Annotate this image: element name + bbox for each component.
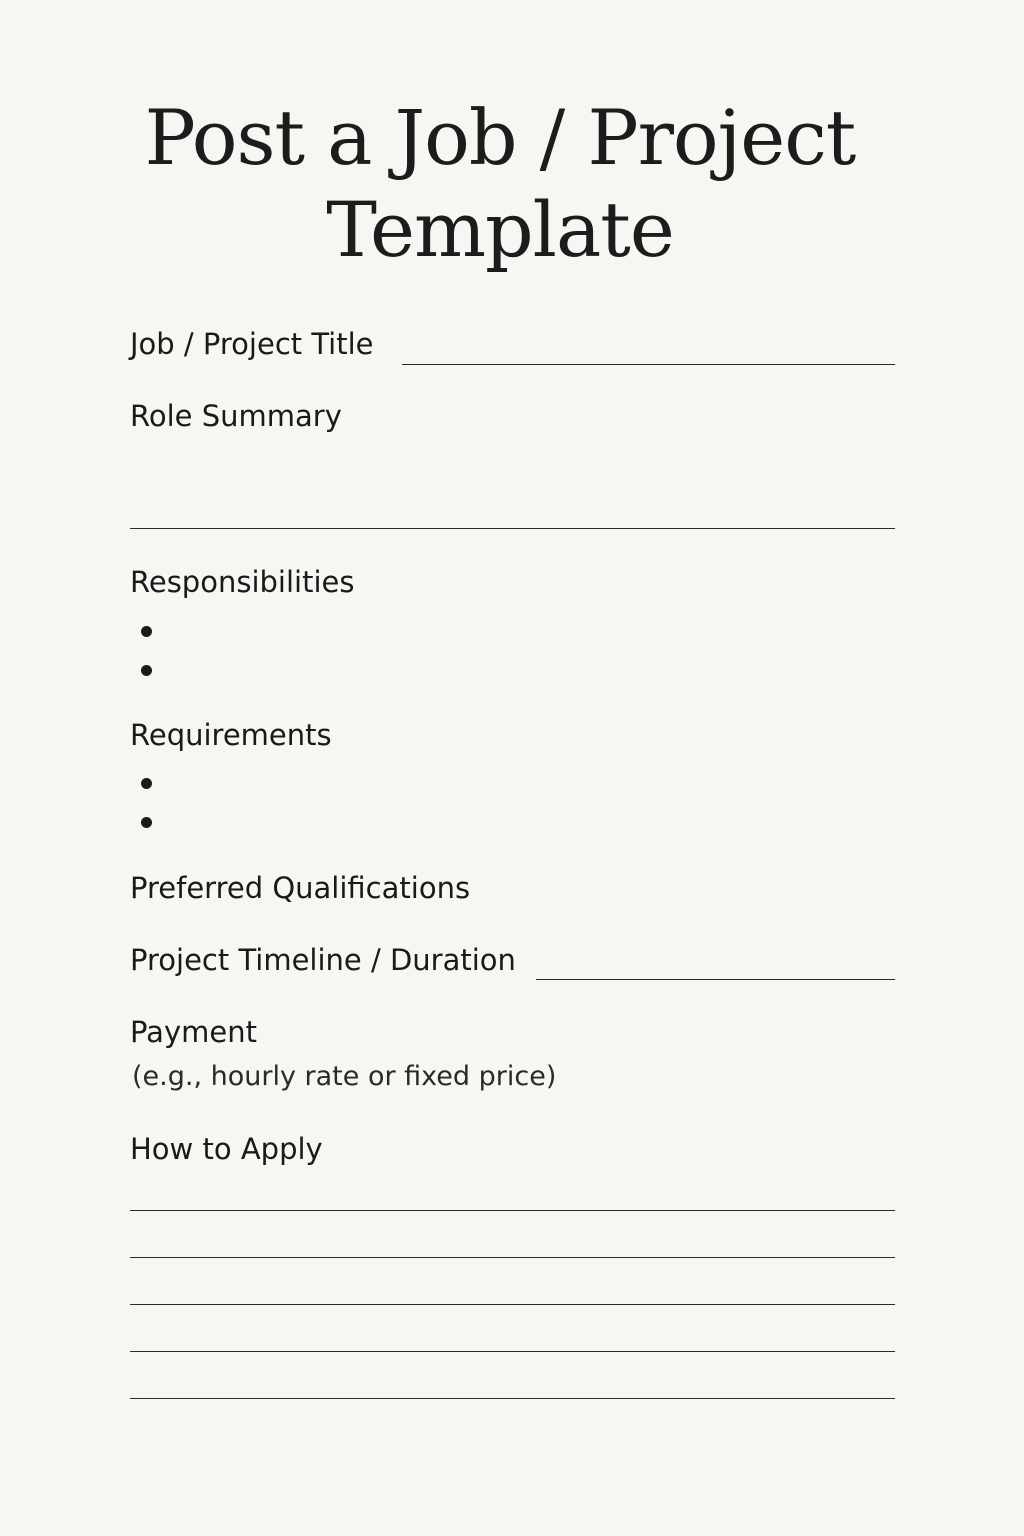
how-to-apply-field-line[interactable] — [130, 1351, 895, 1352]
payment-hint: (e.g., hourly rate or fixed price) — [132, 1061, 557, 1092]
requirements-bullet — [141, 817, 152, 828]
payment-label: Payment — [130, 1015, 257, 1049]
page-title-line-1: Post a Job / Project — [144, 93, 856, 182]
how-to-apply-field-line[interactable] — [130, 1257, 895, 1258]
how-to-apply-field-line[interactable] — [130, 1398, 895, 1399]
responsibilities-label: Responsibilities — [130, 565, 355, 599]
timeline-field-line[interactable] — [536, 979, 895, 980]
job-title-field-line[interactable] — [402, 364, 895, 365]
how-to-apply-label: How to Apply — [130, 1132, 323, 1166]
role-summary-label: Role Summary — [130, 399, 342, 433]
preferred-qualifications-label: Preferred Qualifications — [130, 871, 471, 905]
page-title-line-2: Template — [326, 185, 674, 274]
role-summary-field-line[interactable] — [130, 528, 895, 529]
how-to-apply-field-line[interactable] — [130, 1304, 895, 1305]
timeline-label: Project Timeline / Duration — [130, 943, 516, 977]
responsibilities-bullet — [141, 665, 152, 676]
requirements-bullet — [141, 778, 152, 789]
requirements-label: Requirements — [130, 718, 332, 752]
page-title — [0, 92, 1000, 276]
how-to-apply-field-line[interactable] — [130, 1210, 895, 1211]
responsibilities-bullet — [141, 626, 152, 637]
job-title-label: Job / Project Title — [130, 327, 374, 361]
